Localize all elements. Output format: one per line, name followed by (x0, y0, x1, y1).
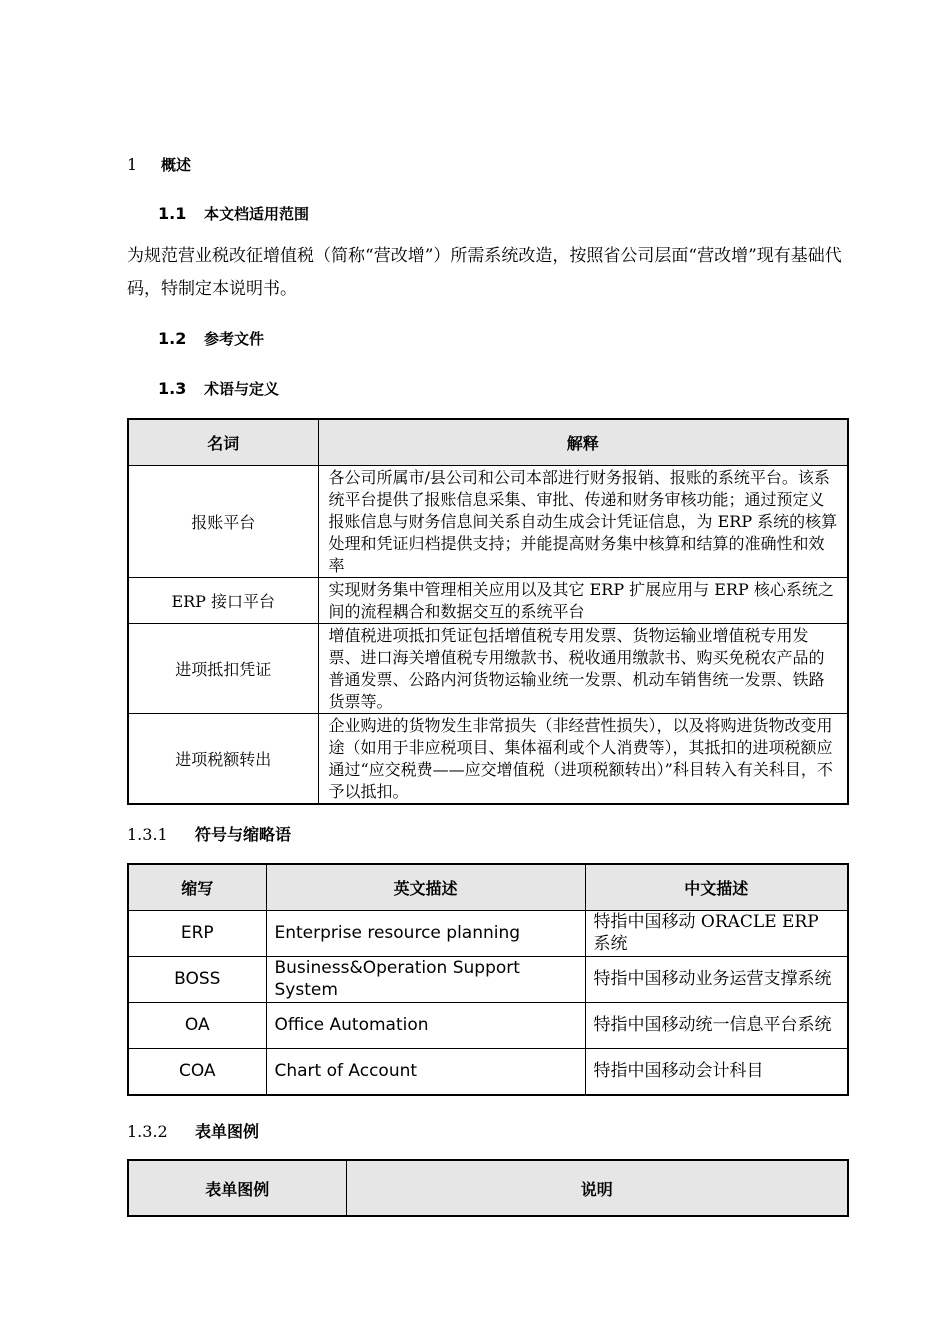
section-1-2-heading (158, 328, 264, 349)
header-english: 英文描述 (266, 864, 585, 910)
scope-paragraph: 为规范营业税改征增值税（简称“营改增”）所需系统改造，按照省公司层面“营改增”现有基础代码，特制定本说明书。 (127, 246, 842, 299)
table-row (128, 623, 848, 713)
section-1-3-2-heading (127, 1119, 259, 1142)
chinese-description: 特指中国移动统一信息平台系统 (585, 1002, 848, 1048)
abbreviation: BOSS (128, 956, 266, 1002)
section-number: 1 (127, 155, 138, 174)
section-title: 表单图例 (195, 1122, 260, 1141)
header-form-legend: 表单图例 (128, 1160, 346, 1216)
term-desc: 各公司所属市/县公司和公司本部进行财务报销、报账的系统平台。该系统平台提供了报账信息采集、审批、传递和财务审核功能；通过预定义报账信息与财务信息间关系自动生成会计凭证信息，为 ERP 系统的核算处理和凭证归档提供支持；并能提高财务集中核算和结算的准确性和效率 (318, 465, 848, 577)
term-desc: 企业购进的货物发生非常损失（非经营性损失），以及将购进货物改变用途（如用于非应税项目、集体福利或个人消费等），其抵扣的进项税额应通过“应交税费——应交增值税（进项税额转出）”科目转入有关科目，不予以抵扣。 (318, 713, 848, 804)
table-row (128, 956, 848, 1002)
section-title: 术语与定义 (204, 380, 280, 398)
term-name: 进项税额转出 (128, 713, 318, 804)
table-row (128, 577, 848, 623)
abbreviations-table (127, 863, 849, 1096)
table-row (128, 465, 848, 577)
english-description: Office Automation (266, 1002, 585, 1048)
terms-table (127, 418, 849, 805)
term-name: ERP 接口平台 (128, 577, 318, 623)
section-number: 1.3 (158, 379, 187, 398)
table-header-row (128, 419, 848, 465)
chinese-description: 特指中国移动会计科目 (585, 1048, 848, 1095)
section-1-1-heading (158, 203, 309, 224)
section-number: 1.2 (158, 329, 187, 348)
form-legend-table (127, 1159, 849, 1217)
term-name: 进项抵扣凭证 (128, 623, 318, 713)
abbreviation: COA (128, 1048, 266, 1095)
header-description: 说明 (346, 1160, 848, 1216)
section-title: 符号与缩略语 (195, 825, 292, 844)
section-number: 1.3.2 (127, 1122, 168, 1141)
abbreviation: ERP (128, 910, 266, 956)
table-row (128, 1002, 848, 1048)
table-row (128, 910, 848, 956)
table-header-row (128, 864, 848, 910)
table-row (128, 1048, 848, 1095)
term-desc: 增值税进项抵扣凭证包括增值税专用发票、货物运输业增值税专用发票、进口海关增值税专用缴款书、税收通用缴款书、购买免税农产品的普通发票、公路内河货物运输业统一发票、机动车销售统一发票、铁路货票等。 (318, 623, 848, 713)
section-1-3-heading (158, 378, 279, 399)
chinese-description: 特指中国移动 ORACLE ERP 系统 (585, 910, 848, 956)
table-row (128, 713, 848, 804)
chinese-description: 特指中国移动业务运营支撑系统 (585, 956, 848, 1002)
section-title: 参考文件 (204, 330, 265, 348)
english-description: Chart of Account (266, 1048, 585, 1095)
abbreviation: OA (128, 1002, 266, 1048)
section-number: 1.3.1 (127, 825, 168, 844)
section-1-3-1-heading (127, 822, 291, 845)
section-number: 1.1 (158, 204, 187, 223)
header-term: 名词 (128, 419, 318, 465)
header-explanation: 解释 (318, 419, 848, 465)
header-chinese: 中文描述 (585, 864, 848, 910)
table-header-row (128, 1160, 848, 1216)
english-description: Enterprise resource planning (266, 910, 585, 956)
term-desc: 实现财务集中管理相关应用以及其它 ERP 扩展应用与 ERP 核心系统之间的流程耦合和数据交互的系统平台 (318, 577, 848, 623)
english-description: Business&Operation Support System (266, 956, 585, 1002)
section-title: 本文档适用范围 (204, 205, 310, 223)
term-name: 报账平台 (128, 465, 318, 577)
header-abbreviation: 缩写 (128, 864, 266, 910)
section-1-heading (127, 154, 191, 175)
section-title: 概述 (161, 156, 192, 174)
